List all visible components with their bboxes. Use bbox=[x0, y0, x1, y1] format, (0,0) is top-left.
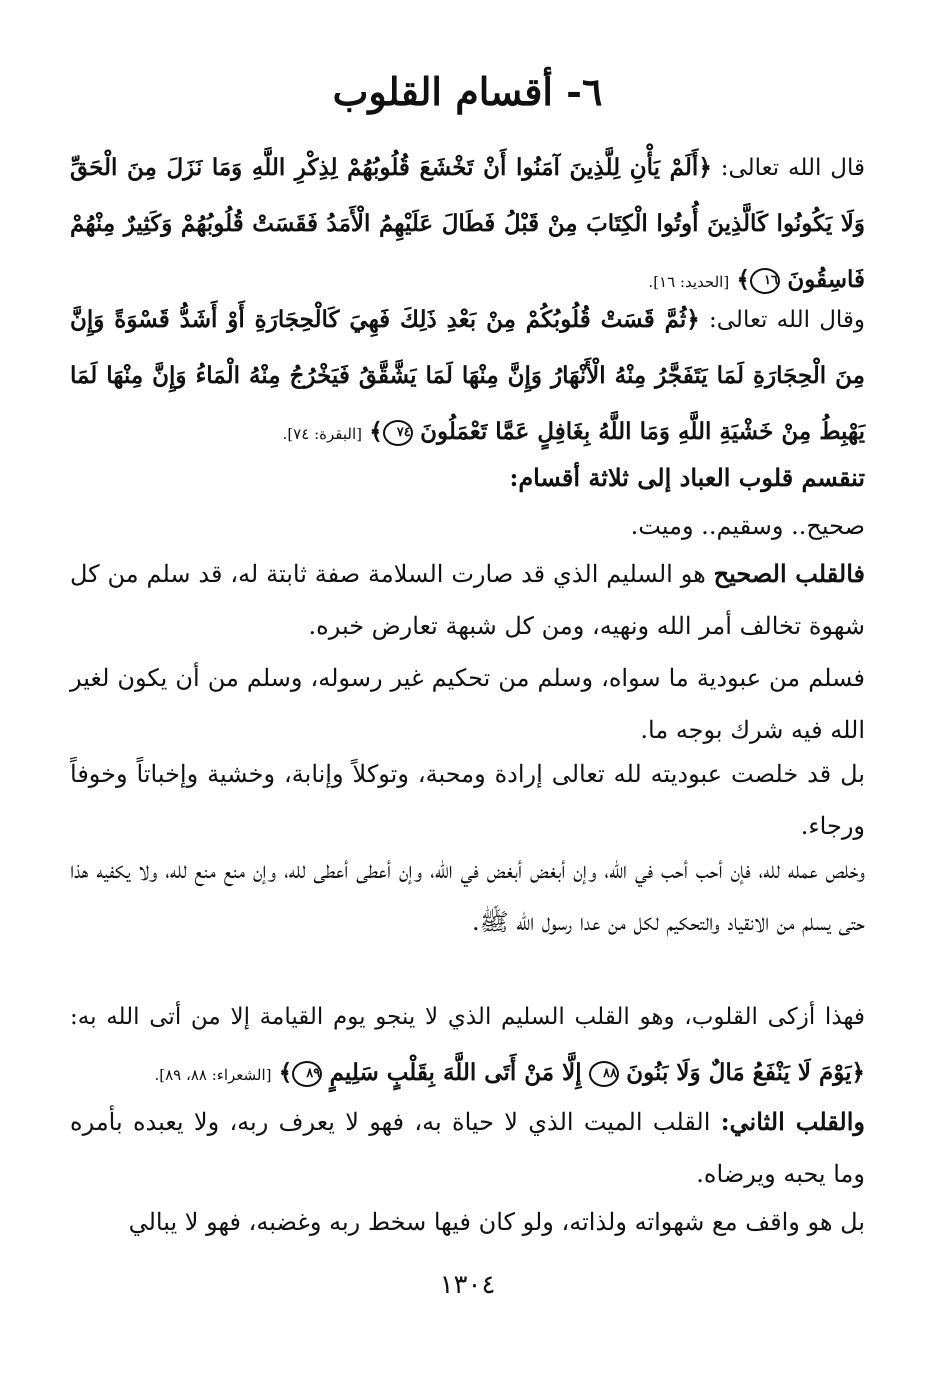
paragraph-worship: بل قد خلصت عبوديته لله تعالى إرادة ومحبة، وتوكلاً وإنابة، وخشية وإخباتاً وخوفاً ورجاء. bbox=[70, 760, 865, 840]
verse-reference: [البقرة: ٧٤]. bbox=[282, 425, 362, 443]
paragraph-hadid-verse bbox=[70, 140, 865, 310]
paragraph-three-types: صحيح.. وسقيم.. وميت. bbox=[630, 512, 865, 540]
verse-reference: [الحديد: ١٦]. bbox=[648, 273, 730, 291]
paragraph-healthy-heart bbox=[70, 548, 865, 652]
paragraph-text: هو السليم الذي قد صارت السلامة صفة ثابتة له، قد سلم من كل شهوة تخالف أمر الله ونهيه، ومن كل شبهة تعارض خبره. bbox=[70, 560, 865, 640]
ayah-number-marker: ٧٤ bbox=[383, 420, 413, 446]
paragraph-submission: فسلم من عبودية ما سواه، وسلم من تحكيم غير رسوله، وسلم من أن يكون لغير الله فيه شرك بوجه ما. bbox=[70, 664, 865, 744]
section-heading: تنقسم قلوب العباد إلى ثلاثة أقسام: bbox=[509, 463, 865, 492]
quran-close-bracket: ﴾ bbox=[736, 266, 750, 293]
verse-intro: وقال الله تعالى: bbox=[709, 307, 866, 333]
page-number: ١٣٠٤ bbox=[439, 1270, 496, 1300]
book-page bbox=[70, 0, 865, 1386]
term-second-heart: والقلب الثاني: bbox=[720, 1107, 865, 1136]
paragraph-purest-heart bbox=[70, 990, 865, 1103]
chapter-title: ٦- أقسام القلوب bbox=[332, 69, 603, 114]
paragraph-text: القلب الميت الذي لا حياة به، فهو لا يعرف ربه، ولا يعبده بأمره وما يحبه ويرضاه. bbox=[70, 1108, 865, 1188]
paragraph-baqarah-verse bbox=[70, 292, 865, 462]
quran-text: ﴿ثُمَّ قَسَتْ قُلُوبُكُمْ مِنْ بَعْدِ ذَلِكَ فَهِيَ كَالْحِجَارَةِ أَوْ أَشَدُّ قَسْوَةً وَإِنَّ مِنَ الْحِجَارَةِ لَمَا يَتَفَجَّرُ مِنْهُ الْأَنْهَارُ وَإِنَّ مِنْهَا لَمَا يَشَّقَّقُ فَيَخْرُجُ مِنْهُ الْمَاءُ وَإِنَّ مِنْهَا لَمَا يَهْبِطُ مِنْ خَشْيَةِ اللَّهِ وَمَا اللَّهُ بِغَافِلٍ عَمَّا تَعْمَلُونَ bbox=[70, 306, 865, 445]
quran-text: ﴿يَوْمَ لَا يَنْفَعُ مَالٌ وَلَا بَنُونَ bbox=[626, 1059, 865, 1086]
quran-close-bracket: ﴾ bbox=[278, 1059, 293, 1086]
paragraph-text: فهذا أزكى القلوب، وهو القلب السليم الذي لا ينجو يوم القيامة إلا من أتى الله به: bbox=[70, 1004, 865, 1030]
quran-text: ﴿أَلَمْ يَأْنِ لِلَّذِينَ آمَنُوا أَنْ تَخْشَعَ قُلُوبُهُمْ لِذِكْرِ اللَّهِ وَمَا نَزَلَ مِنَ الْحَقِّ وَلَا يَكُونُوا كَالَّذِينَ أُوتُوا الْكِتَابَ مِنْ قَبْلُ فَطَالَ عَلَيْهِمُ الْأَمَدُ فَقَسَتْ قُلُوبُهُمْ وَكَثِيرٌ مِنْهُمْ فَاسِقُونَ bbox=[70, 154, 865, 293]
paragraph-desires: بل هو واقف مع شهواته ولذاته، ولو كان فيها سخط ربه وغضبه، فهو لا يبالي bbox=[128, 1208, 865, 1236]
verse-reference: [الشعراء: ٨٨، ٨٩]. bbox=[154, 1066, 272, 1084]
ayah-number-marker: ١٦ bbox=[750, 268, 780, 294]
ayah-number-marker: ٨٩ bbox=[292, 1061, 322, 1087]
paragraph-deeds: وخلص عمله لله، فإن أحب أحب في الله، وإن أبغض أبغض في الله، وإن أعطى أعطى لله، وإن منع منع لله، ولا يكفيه هذا حتى يسلم من الانقياد والتحكيم لكل من عدا رسول الله ﷺ. bbox=[70, 856, 865, 936]
paragraph-dead-heart bbox=[70, 1096, 865, 1200]
term-healthy-heart: فالقلب الصحيح bbox=[713, 559, 865, 588]
ayah-number-marker: ٨٨ bbox=[589, 1061, 619, 1087]
quran-close-bracket: ﴾ bbox=[369, 418, 383, 445]
verse-intro: قال الله تعالى: bbox=[720, 155, 865, 181]
quran-text: إِلَّا مَنْ أَتَى اللَّهَ بِقَلْبٍ سَلِيمٍ bbox=[329, 1059, 582, 1086]
